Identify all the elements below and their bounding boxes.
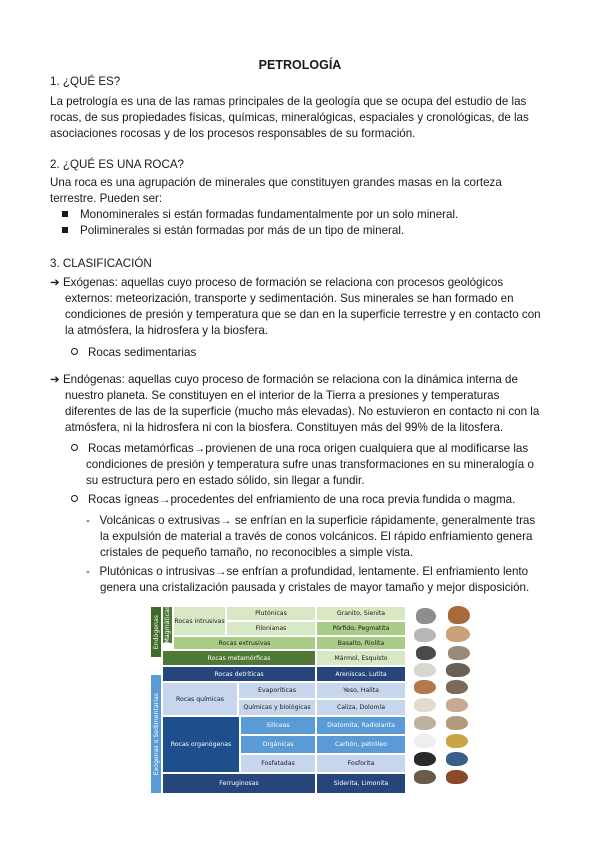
text-line: la atmósfera, la hidrosfera y la biosfera.: [65, 324, 268, 337]
group-label-text: Endógenas: [152, 614, 160, 650]
rocas-quimicas-cell: Rocas químicas: [162, 682, 238, 716]
rocas-intrusivas-cell: Rocas intrusivas: [173, 606, 226, 636]
sandstone-rock-icon: [414, 680, 436, 694]
sub-bullet-item: [71, 441, 528, 457]
porphyry-rock-icon: [414, 628, 436, 642]
dash-text: Plutónicas o intrusivas→se enfrían a profundidad, lentamente. El enfriamiento lento: [99, 565, 529, 578]
dash-item: [86, 564, 528, 580]
ferruginosas-cell: Ferruginosas: [162, 773, 316, 794]
section-1-text: [50, 94, 565, 142]
text-line: condiciones de presión y temperatura sufre unas transformaciones en su mineralogía o: [86, 458, 534, 471]
diatomite-rock-icon: [414, 734, 436, 748]
section-1-heading: 1. ¿QUÉ ES?: [50, 75, 121, 88]
schist-rock-icon: [446, 663, 470, 677]
exogenas-paragraph: [50, 275, 565, 291]
rocas-extrusivas-cell: Rocas extrusivas: [173, 636, 316, 650]
text-line: atmósfera, ni la hidrosfera ni con la biosfera. Constituyen más del 99% de la litosfera.: [65, 421, 504, 434]
sub-bullet-text: Rocas metamórficas→provienen de una roca origen cualquiera que al modificarse las: [88, 442, 529, 455]
metamorficas-continuation: [86, 457, 566, 489]
sub-bullet-text: Rocas ígneas→procedentes del enfriamiento de una roca previa fundida o magma.: [88, 493, 516, 506]
text-line-content: Exógenas: aquellas cuyo proceso de formación se relaciona con procesos geológicos: [62, 276, 504, 289]
circle-bullet-icon: [71, 444, 78, 451]
text-line: su estructura pero en estado sólido, sin llegar a fundir.: [86, 474, 365, 487]
sub-bullet-text: Rocas sedimentarias: [88, 346, 197, 359]
lutite-rock-icon: [446, 680, 468, 694]
coal-rock-icon: [414, 752, 436, 766]
filonianas-cell: Filonianas: [226, 621, 316, 636]
caliza-cell: Caliza, Dolomía: [316, 699, 406, 716]
section-2-text: [50, 175, 565, 207]
limestone-rock-icon: [414, 716, 436, 730]
rock-classification-table: [150, 606, 406, 794]
dash-marker: -: [86, 514, 100, 527]
dash-marker: -: [86, 565, 100, 578]
text-line: diferentes de las de la superficie (mucho más elevadas). No estuvieron en contacto ni con la: [65, 405, 540, 418]
rocas-detriticas-cell: Rocas detríticas: [162, 666, 316, 682]
square-bullet-icon: [62, 211, 68, 217]
rocas-metamorficas-cell: Rocas metamórficas: [162, 650, 316, 666]
exogenas-continuation: [65, 291, 570, 339]
phosphorite-rock-icon: [414, 770, 436, 784]
granite-rock-icon: [416, 608, 436, 624]
basalto-cell: Basalto, Riolita: [316, 636, 406, 650]
text-line: [50, 275, 565, 291]
bullet-text: Poliminerales si están formadas por más de un tipo de mineral.: [80, 224, 405, 237]
text-line: genera una cristalización pausada y cristales de mayor tamaño y mejor disposición.: [100, 581, 530, 594]
sub-bullet-item: [71, 345, 196, 361]
bullet-item: [62, 223, 404, 239]
section-2-heading: 2. ¿QUÉ ES UNA ROCA?: [50, 158, 185, 171]
yeso-cell: Yeso, Halita: [316, 682, 406, 699]
text-line: asociaciones rocosas y de los procesos responsables de su formación.: [50, 127, 416, 140]
volcanicas-continuation: [100, 529, 565, 561]
text-line: cristales de pequeño tamaño, no reconocibles a simple vista.: [100, 546, 414, 559]
text-line: rocas, de sus propiedades físicas, químicas, mineralógicas, espaciales y cronológicas, de las: [50, 111, 529, 124]
section-3-heading: 3. CLASIFICACIÓN: [50, 257, 152, 270]
exogenas-group-label: [150, 674, 162, 794]
basalt-rock-icon: [416, 646, 436, 660]
text-line: [50, 372, 565, 388]
evaporiticas-cell: Evaporíticas: [238, 682, 316, 699]
endogenas-continuation: [65, 388, 570, 436]
group-label-text: Exógenas o Sedimentarias: [152, 692, 160, 776]
bullet-text: Monominerales si están formadas fundamentalmente por un solo mineral.: [80, 208, 459, 221]
text-line: la expulsión de material a través de conos volcánicos. El rápido enfriamiento genera: [100, 530, 533, 543]
dolomite-rock-icon: [446, 716, 468, 730]
magmaticas-group-label: [162, 606, 173, 644]
dash-text: Volcánicas o extrusivas→ se enfrían en la superficie rápidamente, generalmente tras: [99, 514, 536, 527]
carbon-cell: Carbón, petróleo: [316, 735, 406, 754]
dash-item: [86, 513, 535, 529]
endogenas-paragraph: [50, 372, 565, 388]
circle-bullet-icon: [71, 495, 78, 502]
plutonicas-cell: Plutónicas: [226, 606, 316, 621]
group-label-text: Magmáticas: [164, 606, 171, 644]
rock-samples-image: [410, 606, 480, 796]
pegmatite-rock-icon: [446, 626, 470, 642]
gypsum-rock-icon: [414, 698, 436, 712]
petroleum-icon: [446, 752, 468, 766]
fosforita-cell: Fosforita: [316, 754, 406, 773]
diatomita-cell: Diatomita, Radiolarita: [316, 716, 406, 735]
marmol-cell: Mármol, Esquisto: [316, 650, 406, 666]
bullet-item: [62, 207, 458, 223]
areniscas-cell: Areniscas, Lutita: [316, 666, 406, 682]
text-line: nuestro planeta. Se constituyen en el interior de la Tierra a presiones y temperaturas: [65, 389, 500, 402]
siliceas-cell: Silíceas: [240, 716, 316, 735]
plutonicas-continuation: [100, 580, 565, 596]
porfido-cell: Pórfido, Pegmatita: [316, 621, 406, 636]
square-bullet-icon: [62, 227, 68, 233]
text-line: externos: meteorización, transporte y sedimentación. Sus minerales se han formado en: [65, 292, 514, 305]
circle-bullet-icon: [71, 348, 78, 355]
text-line-content: Endógenas: aquellas cuyo proceso de formación se relaciona con la dinámica interna de: [62, 373, 518, 386]
fosfatadas-cell: Fosfatadas: [240, 754, 316, 773]
quimicas-biologicas-cell: Químicas y biológicas: [238, 699, 316, 716]
sub-bullet-item: [71, 492, 515, 508]
syenite-rock-icon: [448, 606, 470, 624]
rocas-organogenas-cell: Rocas organógenas: [162, 716, 240, 773]
arrow-icon: ➔: [50, 276, 63, 289]
radiolarite-rock-icon: [446, 734, 468, 748]
granito-cell: Granito, Sienita: [316, 606, 406, 621]
organicas-cell: Orgánicas: [240, 735, 316, 754]
marble-rock-icon: [414, 663, 436, 677]
page-title: PETROLOGÍA: [258, 58, 342, 72]
siderita-cell: Siderita, Limonita: [316, 773, 406, 794]
text-line: condiciones de presión y temperatura que se dan en la superficie terrestre y en contacto con: [65, 308, 541, 321]
text-line: Una roca es una agrupación de minerales que constituyen grandes masas en la corteza: [50, 176, 502, 189]
siderite-rock-icon: [446, 770, 468, 784]
text-line: terrestre. Pueden ser:: [50, 192, 163, 205]
endogenas-group-label: [150, 606, 162, 658]
halite-rock-icon: [446, 698, 468, 712]
text-line: La petrología es una de las ramas principales de la geología que se ocupa del estudio de las: [50, 95, 527, 108]
rhyolite-rock-icon: [448, 646, 470, 660]
arrow-icon: ➔: [50, 373, 63, 386]
